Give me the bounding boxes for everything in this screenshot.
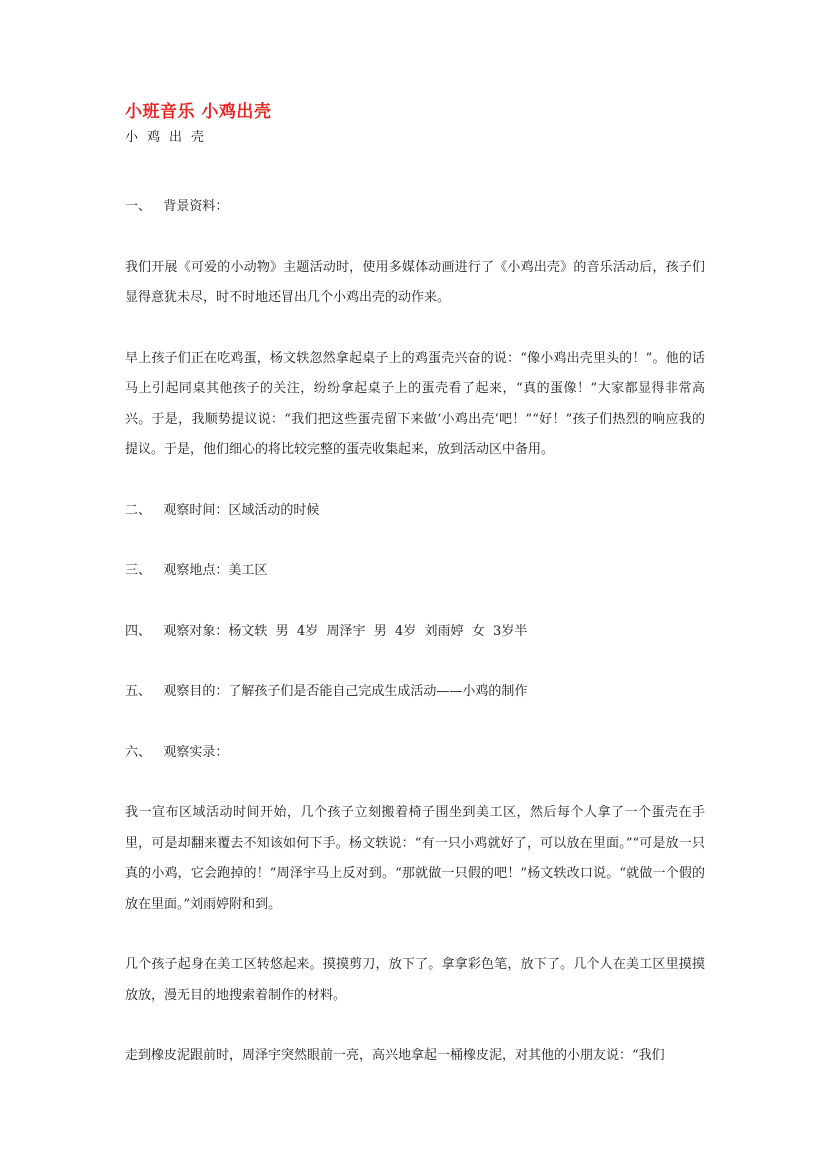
- paragraph-3: 我一宣布区域活动时间开始，几个孩子立刻搬着椅子围坐到美工区，然后每个人拿了一个蛋壳在手里，可是却翻来覆去不知该如何下手。杨文轶说：“有一只小鸡就好了，可以放在里面。”“可是放一只真的小鸡，它会跑掉的！”周泽宇马上反对到。“那就做一只假的吧！”杨文轶改口说。“就做一个假的放在里面。”刘雨婷附和到。: [125, 805, 705, 912]
- paragraph-2: 早上孩子们正在吃鸡蛋，杨文轶忽然拿起桌子上的鸡蛋壳兴奋的说：“像小鸡出壳里头的！”。他的话马上引起同桌其他孩子的关注，纷纷拿起桌子上的蛋壳看了起来，“真的蛋像！”大家都显得非常高兴。于是，我顺势提议说：“我们把这些蛋壳留下来做‘小鸡出壳’吧！”“好！”孩子们热烈的响应我的提议。于是，他们细心的将比较完整的蛋壳收集起来，放到活动区中备用。: [125, 350, 705, 457]
- paragraph-4: 几个孩子起身在美工区转悠起来。摸摸剪刀，放下了。拿拿彩色笔，放下了。几个人在美工区里摸摸放放，漫无目的地搜索着制作的材料。: [125, 957, 705, 1003]
- section-heading-time: 二、 观察时间：区域活动的时候: [125, 502, 320, 518]
- paragraph-5: 走到橡皮泥跟前时，周泽宇突然眼前一亮，高兴地拿起一桶橡皮泥，对其他的小朋友说：“我们: [125, 1048, 665, 1063]
- document-page: [125, 100, 705, 1072]
- section-heading-purpose: 五、 观察目的：了解孩子们是否能自己完成生成活动——小鸡的制作: [125, 684, 528, 699]
- section-heading-background: 一、 背景资料：: [125, 199, 229, 214]
- document-title: 小班音乐 小鸡出壳: [125, 102, 272, 122]
- document-subtitle: 小鸡出壳: [125, 130, 214, 145]
- paragraph-1: 我们开展《可爱的小动物》主题活动时，使用多媒体动画进行了《小鸡出壳》的音乐活动后，孩子们显得意犹未尽，时不时地还冒出几个小鸡出壳的动作来。: [125, 259, 705, 305]
- section-heading-record: 六、 观察实录：: [125, 744, 229, 760]
- section-heading-place: 三、 观察地点：美工区: [125, 563, 268, 578]
- section-heading-subjects: 四、 观察对象：杨文轶 男 4岁 周泽宇 男 4岁 刘雨婷 女 3岁半: [125, 623, 528, 639]
